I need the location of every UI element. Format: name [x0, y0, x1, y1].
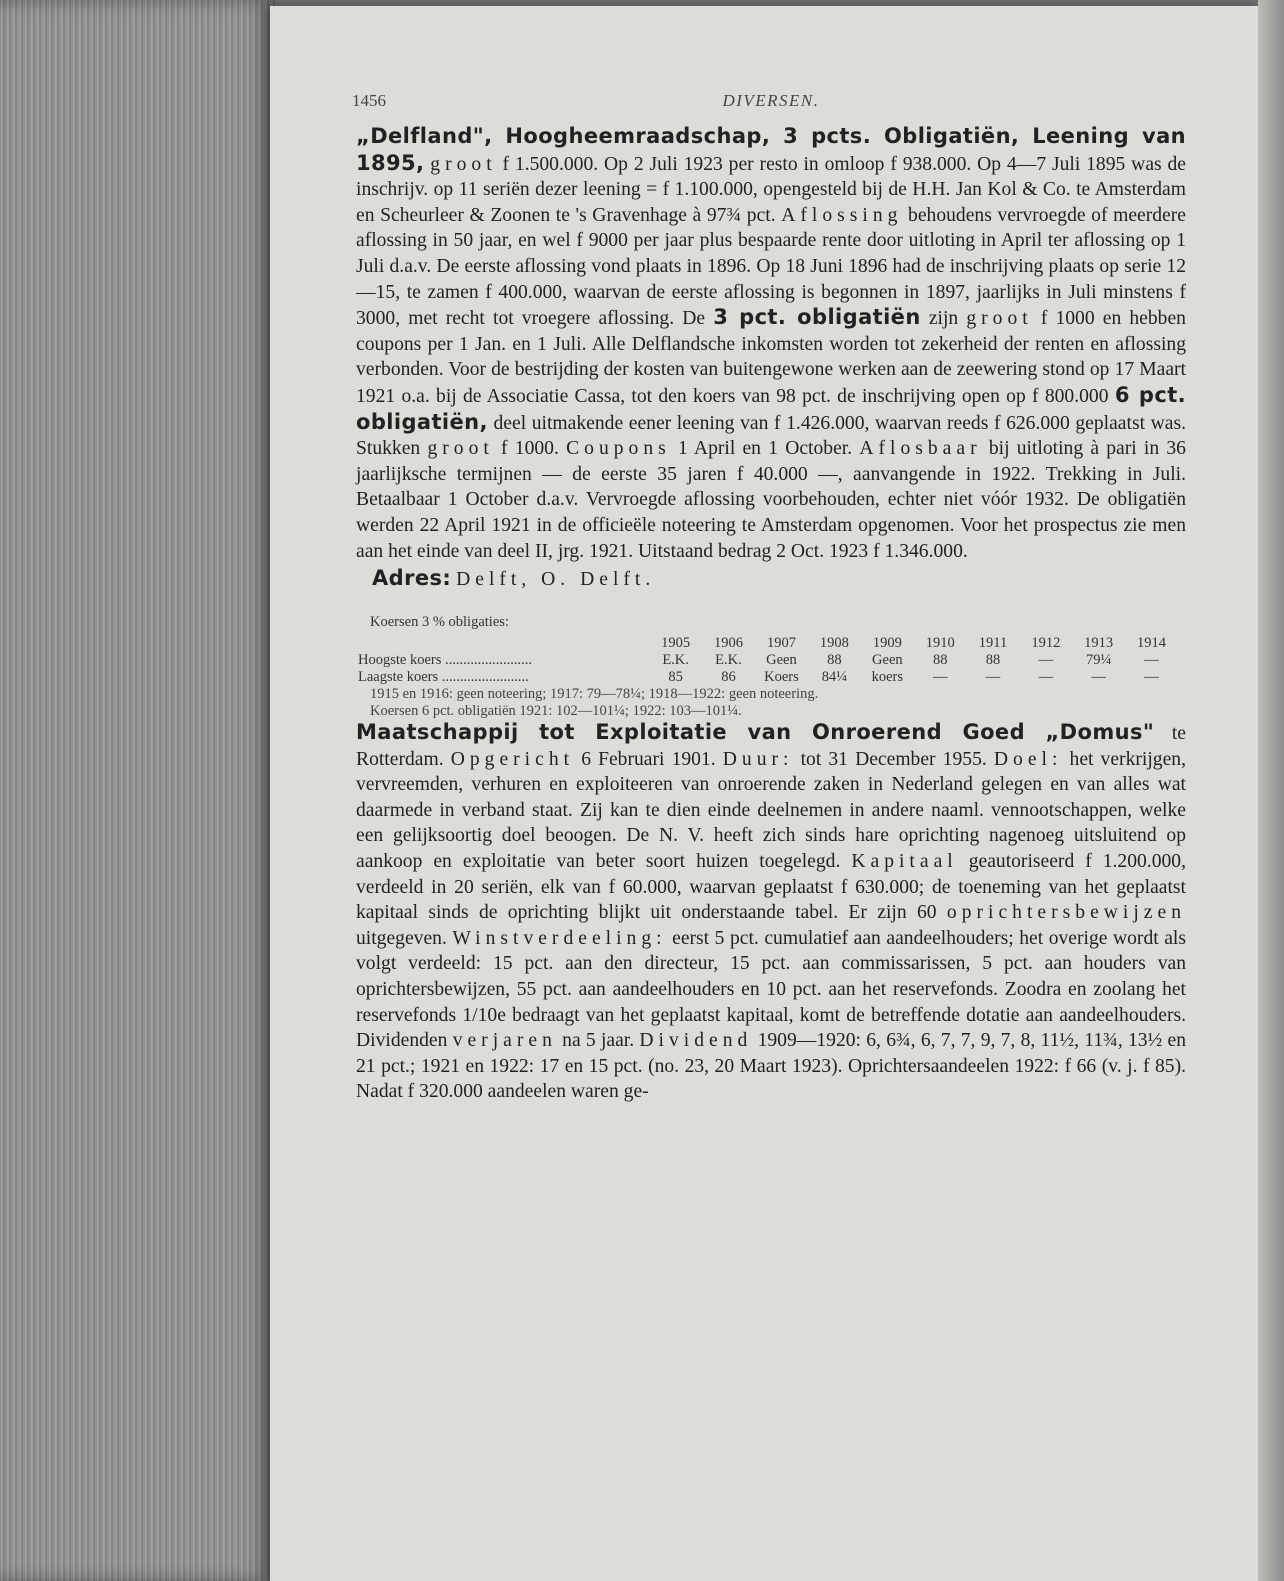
koers-cell: — [1038, 652, 1054, 669]
delfland-groot-3: groot [427, 438, 494, 460]
domus-kapitaal: Kapitaal [851, 851, 958, 873]
koersen-corner [356, 635, 649, 652]
domus-text-1: te Rotterdam. [356, 723, 1186, 770]
domus-text-5: geautoriseerd f 1.200.000, verdeeld in 20 seriën, elk van f 60.000, waarvan geplaatst f 630.000; de toeneming van het geplaatst kapitaal sinds de oprichting blijkt uit onderstaande tabel. Er zijn 60 [356, 851, 1186, 924]
koers-cell: Geen [766, 652, 797, 669]
delfland-text-1: f 1.500.000. Op 2 Juli 1923 per resto in omloop f 938.000. Op 4—7 Juli 1895 was de inschrijv. op 11 seriën dezer leening = f 1.100.000, opengesteld bij de H.H. Jan Kol & Co. te Amsterdam en Scheurleer & Zoonen te 's Gravenhage à 97¾ pct. [356, 153, 1186, 226]
delfland-heading: „Delfland", Hoogheemraadschap, 3 pcts. Obligatiën, Leening van 1895, [356, 124, 1186, 175]
laagste-koers-label: Laagste koers ........................ [358, 669, 529, 686]
year-cell: 1908 [819, 635, 849, 652]
domus-text-9: 1909—1920: 6, 6¾, 6, 7, 7, 9, 7, 8, 11½, 11¾, 13½ en 21 pct.; 1921 en 1922: 17 en 15 pct. (no. 23, 20 Maart 1923). Oprichtersaandeelen 1922: f 66 (v. j. f 85). Nadat f 320.000 aandeelen waren ge- [356, 1030, 1187, 1103]
delfland-text-4: f 1000 en hebben coupons per 1 Jan. en 1 Juli. Alle Delflandsche inkomsten worden tot zekerheid der renten en aflossing verbonden. Voor de bestrijding der kosten van buitengewone werken aan de zeewering stond op 17 Maart 1921 o.a. bij de Associatie Cassa, tot den koers van 98 pct. de inschrijving open op f 800.000 [356, 308, 1186, 407]
koers-cell: 88 [985, 652, 1001, 669]
delfland-coupons: Coupons [566, 438, 671, 460]
laagste-koers-row [356, 669, 1178, 686]
domus-text-2: 6 Februari 1901. [581, 748, 716, 770]
koers-cell: — [1144, 652, 1159, 669]
koers-cell: E.K. [662, 652, 689, 669]
delfland-adres [356, 566, 1186, 592]
koersen-note-2: Koersen 6 pct. obligatiën 1921: 102—101¼; 1922: 103—101¼. [370, 703, 742, 720]
koers-cell: koers [871, 669, 904, 686]
delfland-groot-2: groot [966, 308, 1033, 330]
domus-winstverdeeling: Winstverdeeling: [452, 927, 667, 949]
koersen-label: Koersen 3 % obligaties: [370, 614, 509, 631]
domus-oprichtersbewijzen: oprichtersbewijzen [946, 902, 1186, 924]
delfland-3pct-obligatien: 3 pct. obligatiën [713, 305, 921, 330]
koersen-note-1: 1915 en 1916: geen noteering; 1917: 79—78¼; 1918—1922: geen noteering. [370, 686, 819, 703]
koers-cell: 88 [932, 652, 948, 669]
koers-cell: — [1038, 669, 1054, 686]
koers-cell: — [1144, 669, 1159, 686]
domus-text-4: het verkrijgen, vervreemden, verhuren en exploiteeren van onroerende zaken in Nederland gelegen en van alles wat daarmede in verband staat. Zij kan te dien einde deelnemen in andere naaml. vennootschappen, welke een gelijksoortig doel beoogen. De N. V. heeft zich sinds hare oprichting nagenoeg uitsluitend op aankoop en exploitatie van beter soort huizen toegelegd. [356, 748, 1186, 873]
year-cell: 1910 [925, 635, 955, 652]
koers-cell: Geen [872, 652, 903, 669]
domus-verjaren: verjaren [452, 1030, 557, 1052]
delfland-text-5: deel uitmakende eener leening van f 1.426.000, waarvan reeds f 626.000 geplaatst was. Stukken [356, 412, 1187, 460]
koers-cell: Koers [764, 669, 799, 686]
page-content [352, 88, 1187, 1105]
koersen-table [356, 635, 1178, 686]
delfland-entry [356, 124, 1186, 564]
adres-label: Adres: [372, 566, 452, 591]
delfland-text-6: f 1000. [501, 438, 559, 460]
domus-dividend: Dividend [639, 1030, 753, 1052]
domus-duur: Duur: [722, 748, 794, 770]
hoogste-koers-row [356, 652, 1178, 669]
delfland-aflossing: Aflossing [781, 204, 903, 226]
page-shadow [1258, 0, 1284, 1581]
koers-cell: — [1091, 669, 1106, 686]
delfland-6pct-obligatien: 6 pct. obligatiën, [356, 382, 1187, 434]
year-cell: 1913 [1084, 635, 1114, 652]
delfland-text-3: zijn [928, 308, 959, 330]
book-page-edges [0, 0, 275, 1581]
delfland-aflosbaar: Aflosbaar [859, 438, 982, 460]
domus-doel: Doel: [993, 748, 1063, 770]
domus-text-3: tot 31 December 1955. [800, 748, 987, 770]
page-number: 1456 [352, 91, 386, 110]
year-cell: 1905 [661, 635, 691, 652]
domus-text-6: uitgegeven. [356, 927, 447, 949]
koers-cell: 84¼ [821, 669, 848, 686]
koersen-years-row [356, 635, 1178, 652]
year-cell: 1906 [713, 635, 743, 652]
domus-opgericht: Opgericht [450, 748, 575, 770]
koers-cell: E.K. [715, 652, 742, 669]
year-cell: 1911 [978, 635, 1008, 652]
delfland-text-2: behoudens vervroegde of meerdere aflossing in 50 jaar, en wel f 9000 per jaar plus bespaarde rente door uitloting in April ter aflossing op 1 Juli d.a.v. De eerste aflossing vond plaats in 1896. Op 18 Juni 1896 had de inschrijving plaats op serie 12—15, te zamen f 400.000, waarvan de eerste aflossing is begonnen in 1897, jaarlijks in Juli minstens f 3000, met recht tot vroegere aflossing. De [356, 204, 1186, 330]
koers-cell: 88 [827, 652, 842, 669]
koers-cell: 79¼ [1085, 652, 1112, 669]
koersen-block [356, 614, 1186, 720]
domus-entry [356, 720, 1186, 1105]
year-cell: 1912 [1031, 635, 1061, 652]
domus-text-8: na 5 jaar. [562, 1030, 635, 1052]
running-title: DIVERSEN. [722, 91, 820, 110]
delfland-text-7: 1 April en 1 October. [677, 438, 853, 460]
domus-text-7: eerst 5 pct. cumulatief aan aandeelhouders; het overige wordt als volgt verdeeld: 15 pct. aan den directeur, 15 pct. aan commissarissen, 5 pct. aan houders van oprichtersbewijzen, 55 pct. aan aandeelhouders en 10 pct. aan het reservefonds. Zoodra en zoolang het reservefonds 1/10e bedraagt van het geplaatst kapitaal, komt de betreffende dotatie aan aandeelhouders. Dividenden [356, 927, 1186, 1052]
adres-value: Delft, O. Delft. [456, 569, 656, 591]
koers-cell: — [932, 669, 948, 686]
running-head [352, 88, 1186, 124]
year-cell: 1907 [766, 635, 796, 652]
domus-heading: Maatschappij tot Exploitatie van Onroerend Goed „Domus" [356, 720, 1155, 745]
delfland-groot-1: groot [430, 153, 497, 175]
delfland-text-8: bij uitloting à pari in 36 jaarlijksche termijnen — de eerste 35 jaren f 40.000 —, aanvangende in 1922. Trekking in Juli. Betaalbaar 1 October d.a.v. Vervroegde aflossing voorbehouden, echter niet vóór 1932. De obligatiën werden 22 April 1921 in de officieële noteering te Amsterdam opgenomen. Voor het prospectus zie men aan het einde van deel II, jrg. 1921. Uitstaand bedrag 2 Oct. 1923 f 1.346.000. [356, 438, 1186, 562]
koers-cell: 86 [721, 669, 736, 686]
koers-cell: — [985, 669, 1001, 686]
hoogste-koers-label: Hoogste koers ........................ [358, 652, 532, 669]
year-cell: 1914 [1137, 635, 1167, 652]
koers-cell: 85 [668, 669, 683, 686]
year-cell: 1909 [872, 635, 902, 652]
